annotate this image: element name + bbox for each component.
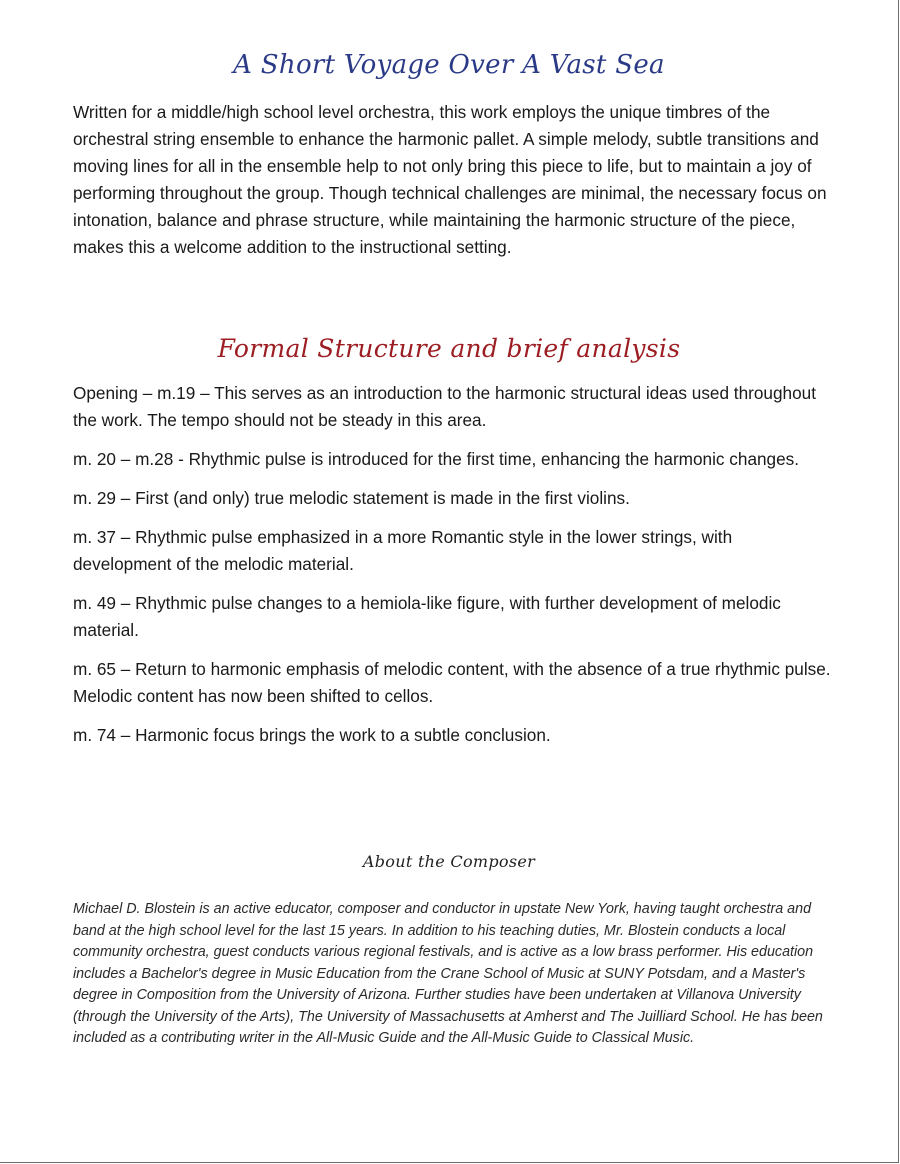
analysis-item-m29: m. 29 – First (and only) true melodic statement is made in the first violins. [73,488,630,508]
about-composer-heading: About the Composer [362,852,536,871]
analysis-item-opening: Opening – m.19 – This serves as an introduction to the harmonic structural ideas used throughout the work. The tempo should not be steady in this area. [73,383,816,430]
analysis-item-m49: m. 49 – Rhythmic pulse changes to a hemiola-like figure, with further development of melodic material. [73,593,781,640]
analysis-item-m20: m. 20 – m.28 - Rhythmic pulse is introduced for the first time, enhancing the harmonic changes. [73,449,800,469]
intro-paragraph: Written for a middle/high school level orchestra, this work employs the unique timbres of the orchestral string ensemble to enhance the harmonic pallet. A simple melody, subtle transitions and moving lines for all in the ensemble help to not only bring this piece to life, but to maintain a joy of performing throughout the group. Though technical challenges are minimal, the necessary focus on intonation, balance and phrase structure, while maintaining the harmonic structure of the piece, makes this a welcome addition to the instructional setting. [73,102,827,257]
analysis-list [73,380,833,761]
formal-structure-heading: Formal Structure and brief analysis [217,334,681,363]
piece-title: A Short Voyage Over A Vast Sea [233,50,665,80]
analysis-item-m37: m. 37 – Rhythmic pulse emphasized in a more Romantic style in the lower strings, with development of the melodic material. [73,527,733,574]
analysis-item-m65: m. 65 – Return to harmonic emphasis of melodic content, with the absence of a true rhythmic pulse. Melodic content has now been shifted to cellos. [73,659,831,706]
analysis-item-m74: m. 74 – Harmonic focus brings the work to a subtle conclusion. [73,725,551,745]
about-composer-paragraph: Michael D. Blostein is an active educator, composer and conductor in upstate New York, having taught orchestra and band at the high school level for the last 15 years. In addition to his teaching duties, Mr. Blostein conducts a local community orchestra, guest conducts various regional festivals, and is active as a low brass performer. His education includes a Bachelor's degree in Music Education from the Crane School of Music at SUNY Potsdam, and a Master's degree in Composition from the University of Arizona. Further studies have been undertaken at Villanova University (through the University of the Arts), The University of Massachusetts at Amherst and The Juilliard School. He has been included as a contributing writer in the All-Music Guide and the All-Music Guide to Classical Music. [73,901,823,1046]
